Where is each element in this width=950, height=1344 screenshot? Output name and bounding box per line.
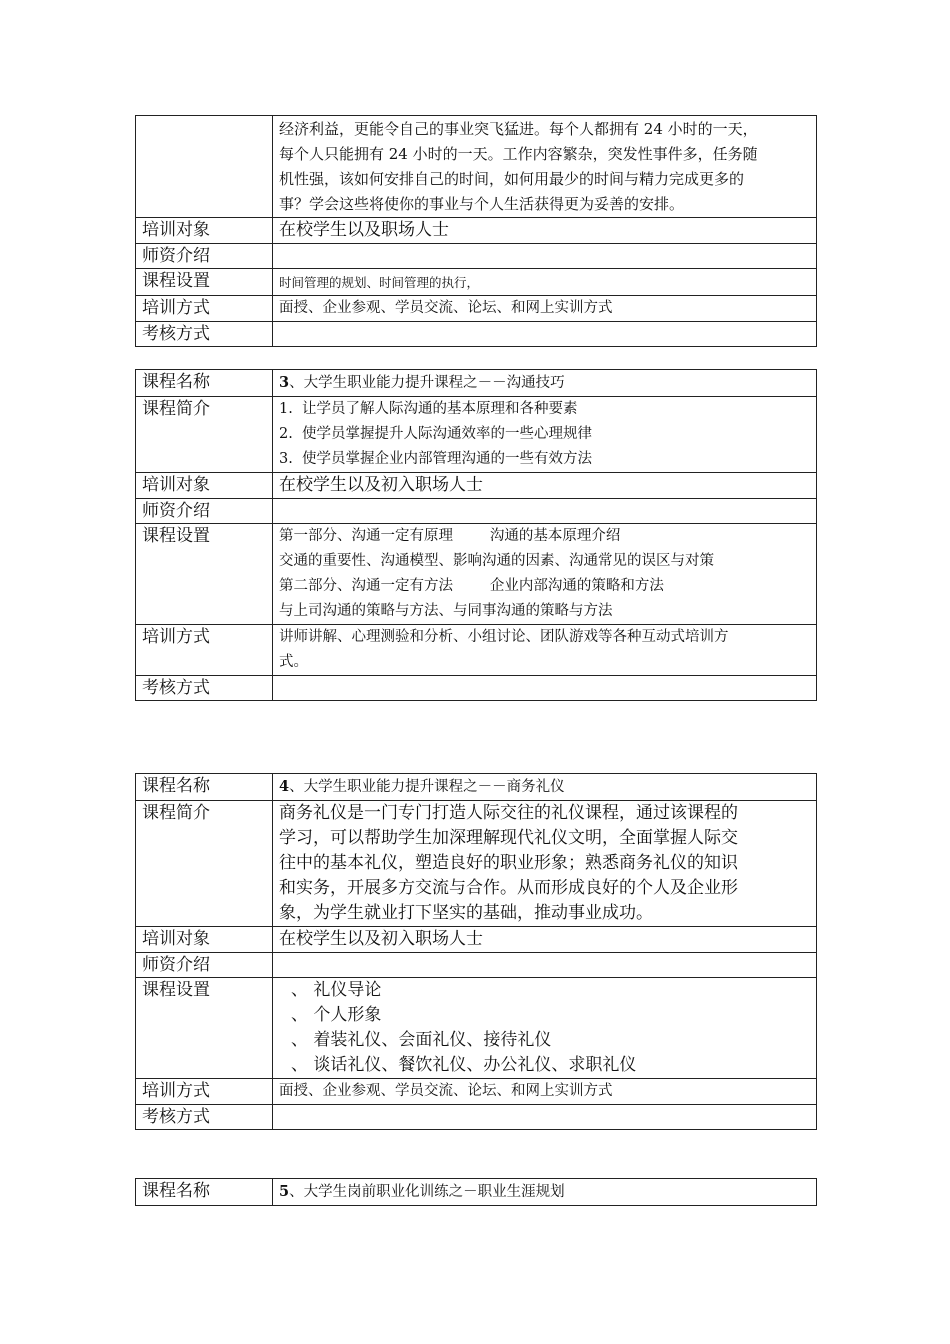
- method-cell: [273, 625, 817, 676]
- intro-line: 3. 使学员掌握企业内部管理沟通的一些有效方法: [279, 451, 593, 467]
- setting-line: 与上司沟通的策略与方法、与同事沟通的策略与方法: [279, 603, 613, 619]
- table-row: [136, 499, 817, 524]
- target-value: 在校学生以及职场人士: [273, 218, 817, 244]
- intro-line: 经济利益，更能令自己的事业突飞猛进。每个人都拥有 24 小时的一天，: [279, 120, 758, 138]
- exam-value: [273, 1105, 817, 1130]
- table-row: [136, 953, 817, 978]
- table-row: [136, 296, 817, 322]
- course-table-career-planning: [135, 1178, 817, 1206]
- setting-line: 、 个人形象: [291, 1005, 382, 1025]
- intro-line: 每个人只能拥有 24 小时的一天。工作内容繁杂，突发性事件多，任务随: [279, 145, 758, 163]
- intro-line: 事？学会这些将使你的事业与个人生活获得更为妥善的安排。: [279, 195, 685, 213]
- course-title: 、大学生职业能力提升课程之－－商务礼仪: [289, 779, 565, 795]
- course-table-communication: [135, 369, 817, 701]
- exam-label: 考核方式: [136, 676, 273, 701]
- empty-label-cell: [136, 116, 273, 218]
- intro-line: 象，为学生就业打下坚实的基础，推动事业成功。: [279, 903, 653, 923]
- teacher-label: 师资介绍: [136, 953, 273, 978]
- method-label: 培训方式: [136, 1079, 273, 1105]
- exam-value: [273, 676, 817, 701]
- intro-line: 往中的基本礼仪，塑造良好的职业形象；熟悉商务礼仪的知识: [279, 853, 738, 873]
- target-value: 在校学生以及初入职场人士: [273, 927, 817, 953]
- course-name: [273, 1179, 817, 1206]
- table-row: [136, 218, 817, 244]
- setting-line: 、 着装礼仪、会面礼仪、接待礼仪: [291, 1030, 552, 1050]
- teacher-label: 师资介绍: [136, 244, 273, 269]
- name-label: 课程名称: [136, 774, 273, 801]
- course-title: 、大学生岗前职业化训练之－职业生涯规划: [289, 1184, 565, 1200]
- table-row: [136, 397, 817, 473]
- teacher-value: [273, 244, 817, 269]
- table-row: [136, 927, 817, 953]
- teacher-value: [273, 499, 817, 524]
- intro-line: 和实务，开展多方交流与合作。从而形成良好的个人及企业形: [279, 878, 738, 898]
- course-table-business-etiquette: [135, 773, 817, 1130]
- teacher-label: 师资介绍: [136, 499, 273, 524]
- course-table-time-management: [135, 115, 817, 347]
- setting-label: 课程设置: [136, 269, 273, 296]
- intro-label: 课程简介: [136, 397, 273, 473]
- intro-line: 2. 使学员掌握提升人际沟通效率的一些心理规律: [279, 426, 593, 442]
- course-intro-cell: [273, 116, 817, 218]
- course-intro-cell: [273, 397, 817, 473]
- table-row: [136, 370, 817, 397]
- teacher-value: [273, 953, 817, 978]
- target-label: 培训对象: [136, 473, 273, 499]
- method-line: 讲师讲解、心理测验和分析、小组讨论、团队游戏等各种互动式培训方: [279, 629, 729, 645]
- table-row: [136, 244, 817, 269]
- exam-label: 考核方式: [136, 322, 273, 347]
- table-row: [136, 1079, 817, 1105]
- setting-line: 第二部分、沟通一定有方法 企业内部沟通的策略和方法: [279, 578, 664, 594]
- table-row: [136, 1105, 817, 1130]
- table-row: [136, 473, 817, 499]
- method-line: 式。: [279, 654, 308, 670]
- setting-cell: [273, 524, 817, 625]
- exam-label: 考核方式: [136, 1105, 273, 1130]
- method-label: 培训方式: [136, 625, 273, 676]
- course-name: [273, 370, 817, 397]
- intro-line: 学习，可以帮助学生加深理解现代礼仪文明，全面掌握人际交: [279, 828, 738, 848]
- setting-label: 课程设置: [136, 524, 273, 625]
- course-intro-cell: [273, 801, 817, 927]
- table-row: [136, 625, 817, 676]
- table-row: [136, 322, 817, 347]
- intro-line: 机性强，该如何安排自己的时间，如何用最少的时间与精力完成更多的: [279, 170, 745, 188]
- name-label: 课程名称: [136, 1179, 273, 1206]
- course-number: 4: [279, 778, 290, 795]
- course-number: 3: [279, 374, 290, 391]
- target-value: 在校学生以及初入职场人士: [273, 473, 817, 499]
- course-number: 5: [279, 1183, 290, 1200]
- table-row: [136, 774, 817, 801]
- setting-line: 第一部分、沟通一定有原理 沟通的基本原理介绍: [279, 528, 621, 544]
- table-row: [136, 676, 817, 701]
- method-value: 面授、企业参观、学员交流、论坛、和网上实训方式: [273, 1079, 817, 1105]
- name-label: 课程名称: [136, 370, 273, 397]
- table-row: [136, 269, 817, 296]
- intro-line: 商务礼仪是一门专门打造人际交往的礼仪课程，通过该课程的: [279, 803, 738, 823]
- course-title: 、大学生职业能力提升课程之－－沟通技巧: [289, 375, 565, 391]
- method-label: 培训方式: [136, 296, 273, 322]
- table-row: [136, 116, 817, 218]
- exam-value: [273, 322, 817, 347]
- setting-cell: [273, 978, 817, 1079]
- table-row: [136, 801, 817, 927]
- target-label: 培训对象: [136, 218, 273, 244]
- setting-line: 交通的重要性、沟通模型、影响沟通的因素、沟通常见的误区与对策: [279, 553, 714, 569]
- setting-line: 、 谈话礼仪、餐饮礼仪、办公礼仪、求职礼仪: [291, 1055, 637, 1075]
- setting-value: 时间管理的规划、时间管理的执行，: [273, 269, 817, 296]
- intro-line: 1. 让学员了解人际沟通的基本原理和各种要素: [279, 401, 578, 417]
- table-row: [136, 1179, 817, 1206]
- intro-label: 课程简介: [136, 801, 273, 927]
- setting-line: 、 礼仪导论: [291, 980, 382, 1000]
- target-label: 培训对象: [136, 927, 273, 953]
- course-name: [273, 774, 817, 801]
- table-row: [136, 524, 817, 625]
- method-value: 面授、企业参观、学员交流、论坛、和网上实训方式: [273, 296, 817, 322]
- setting-label: 课程设置: [136, 978, 273, 1079]
- table-row: [136, 978, 817, 1079]
